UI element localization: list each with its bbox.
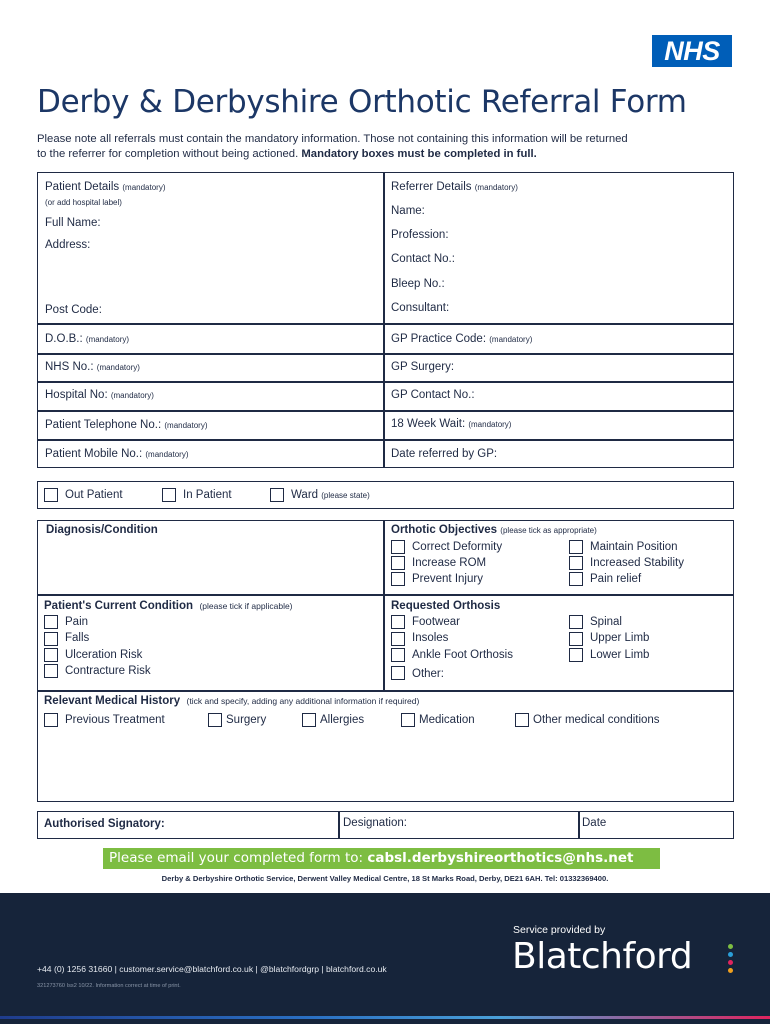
authorised-signatory-label: Authorised Signatory: (44, 818, 165, 830)
maintain-position-label: Maintain Position (590, 541, 678, 553)
correct-deformity-checkbox[interactable] (391, 540, 405, 554)
out-patient-label: Out Patient (65, 489, 123, 501)
row-divider (37, 410, 734, 412)
row-divider (37, 381, 734, 383)
patient-telephone-field[interactable]: Patient Telephone No.: (mandatory) (45, 419, 208, 431)
falls-checkbox[interactable] (44, 632, 58, 646)
email-banner: Please email your completed form to: cabsl.derbyshireorthotics@nhs.net (103, 848, 660, 869)
prevent-injury-checkbox[interactable] (391, 572, 405, 586)
upper-limb-checkbox[interactable] (569, 632, 583, 646)
pain-label: Pain (65, 616, 89, 628)
contracture-risk-checkbox[interactable] (44, 664, 58, 678)
surgery-checkbox[interactable] (208, 713, 222, 727)
objectives-heading: Orthotic Objectives (please tick as appropriate) (391, 524, 597, 536)
ankle-foot-orthosis-label: Ankle Foot Orthosis (412, 649, 513, 661)
footwear-checkbox[interactable] (391, 615, 405, 629)
surgery-label: Surgery (226, 714, 267, 726)
date-referred-field[interactable]: Date referred by GP: (391, 448, 498, 460)
clinical-row-divider (37, 690, 734, 692)
gp-surgery-field[interactable]: GP Surgery: (391, 361, 455, 373)
intro-line2: to the referrer for completion without being actioned. (37, 148, 302, 160)
other-conditions-checkbox[interactable] (515, 713, 529, 727)
history-heading: Relevant Medical History (tick and specify, adding any additional information if required) (44, 695, 420, 707)
bleep-no-field[interactable]: Bleep No.: (391, 278, 445, 290)
footer-stripe (0, 1016, 770, 1019)
footwear-label: Footwear (412, 616, 460, 628)
prevent-injury-label: Prevent Injury (412, 573, 483, 585)
ulceration-risk-label: Ulceration Risk (65, 649, 143, 661)
contracture-risk-label: Contracture Risk (65, 665, 151, 677)
intro-line1: Please note all referrals must contain the mandatory information. Those not containing this information will be returned (37, 133, 628, 145)
gp-contact-no-field[interactable]: GP Contact No.: (391, 389, 475, 401)
pain-checkbox[interactable] (44, 615, 58, 629)
ward-checkbox[interactable] (270, 488, 284, 502)
intro-bold: Mandatory boxes must be completed in full. (301, 148, 537, 160)
referrer-name-field[interactable]: Name: (391, 205, 425, 217)
increase-rom-label: Increase ROM (412, 557, 487, 569)
other-conditions-label: Other medical conditions (533, 714, 660, 726)
increased-stability-checkbox[interactable] (569, 556, 583, 570)
pain-relief-label: Pain relief (590, 573, 642, 585)
address-field[interactable]: Address: (45, 239, 91, 251)
spinal-label: Spinal (590, 616, 622, 628)
ankle-foot-orthosis-checkbox[interactable] (391, 648, 405, 662)
service-address: Derby & Derbyshire Orthotic Service, Derwent Valley Medical Centre, 18 St Marks Road, Derby, DE21 6AH. Tel: 01332369400. (161, 874, 609, 883)
signatory-divider (578, 811, 580, 839)
week-wait-field[interactable]: 18 Week Wait: (mandatory) (391, 418, 512, 430)
date-field[interactable]: Date (582, 817, 607, 829)
clinical-row-divider (37, 594, 734, 596)
patient-mobile-field[interactable]: Patient Mobile No.: (mandatory) (45, 448, 189, 460)
in-patient-label: In Patient (183, 489, 232, 501)
signatory-divider (338, 811, 340, 839)
lower-limb-label: Lower Limb (590, 649, 650, 661)
insoles-label: Insoles (412, 632, 449, 644)
gp-practice-code-field[interactable]: GP Practice Code: (mandatory) (391, 333, 533, 345)
allergies-checkbox[interactable] (302, 713, 316, 727)
clinical-divider (383, 520, 385, 691)
lower-limb-checkbox[interactable] (569, 648, 583, 662)
orthosis-heading: Requested Orthosis (391, 600, 501, 612)
previous-treatment-checkbox[interactable] (44, 713, 58, 727)
blatchford-logo: Blatchford (512, 936, 693, 977)
intro-text (37, 132, 737, 162)
patient-details-heading: Patient Details (mandatory) (45, 181, 166, 193)
referrer-details-heading: Referrer Details (mandatory) (391, 181, 518, 193)
medication-checkbox[interactable] (401, 713, 415, 727)
details-divider (383, 172, 385, 468)
row-divider (37, 353, 734, 355)
footer-code: 321273760 Iss2 10/22. Information correct at time of print. (37, 983, 181, 989)
increase-rom-checkbox[interactable] (391, 556, 405, 570)
correct-deformity-label: Correct Deformity (412, 541, 503, 553)
falls-label: Falls (65, 632, 90, 644)
nhs-logo: NHS (652, 35, 732, 67)
pain-relief-checkbox[interactable] (569, 572, 583, 586)
row-divider (37, 323, 734, 325)
out-patient-checkbox[interactable] (44, 488, 58, 502)
designation-field[interactable]: Designation: (343, 817, 407, 829)
allergies-label: Allergies (320, 714, 365, 726)
post-code-field[interactable]: Post Code: (45, 304, 102, 316)
patient-type-box (37, 481, 734, 509)
row-divider (37, 439, 734, 441)
other-orthosis-checkbox[interactable] (391, 666, 405, 680)
medication-label: Medication (419, 714, 475, 726)
other-orthosis-label: Other: (412, 668, 444, 680)
hospital-no-field[interactable]: Hospital No: (mandatory) (45, 389, 154, 401)
consultant-field[interactable]: Consultant: (391, 302, 450, 314)
spinal-checkbox[interactable] (569, 615, 583, 629)
maintain-position-checkbox[interactable] (569, 540, 583, 554)
ward-label: Ward (please state) (291, 489, 370, 501)
previous-treatment-label: Previous Treatment (65, 714, 165, 726)
dob-field[interactable]: D.O.B.: (mandatory) (45, 333, 130, 345)
diagnosis-heading: Diagnosis/Condition (46, 524, 158, 536)
full-name-field[interactable]: Full Name: (45, 217, 101, 229)
condition-heading: Patient's Current Condition (please tick if applicable) (44, 600, 293, 612)
hospital-label-note: (or add hospital label) (45, 198, 122, 207)
service-provided-by: Service provided by (513, 924, 606, 936)
increased-stability-label: Increased Stability (590, 557, 684, 569)
footer-contact: +44 (0) 1256 31660 | customer.service@blatchford.co.uk | @blatchfordgrp | blatchford.co.uk (37, 964, 387, 974)
upper-limb-label: Upper Limb (590, 632, 650, 644)
ulceration-risk-checkbox[interactable] (44, 648, 58, 662)
profession-field[interactable]: Profession: (391, 229, 449, 241)
in-patient-checkbox[interactable] (162, 488, 176, 502)
blatchford-dots-icon (728, 944, 734, 974)
contact-no-field[interactable]: Contact No.: (391, 253, 455, 265)
email-link[interactable]: cabsl.derbyshireorthotics@nhs.net (367, 850, 634, 866)
nhs-no-field[interactable]: NHS No.: (mandatory) (45, 361, 140, 373)
page-title: Derby & Derbyshire Orthotic Referral Form (37, 84, 687, 120)
insoles-checkbox[interactable] (391, 632, 405, 646)
